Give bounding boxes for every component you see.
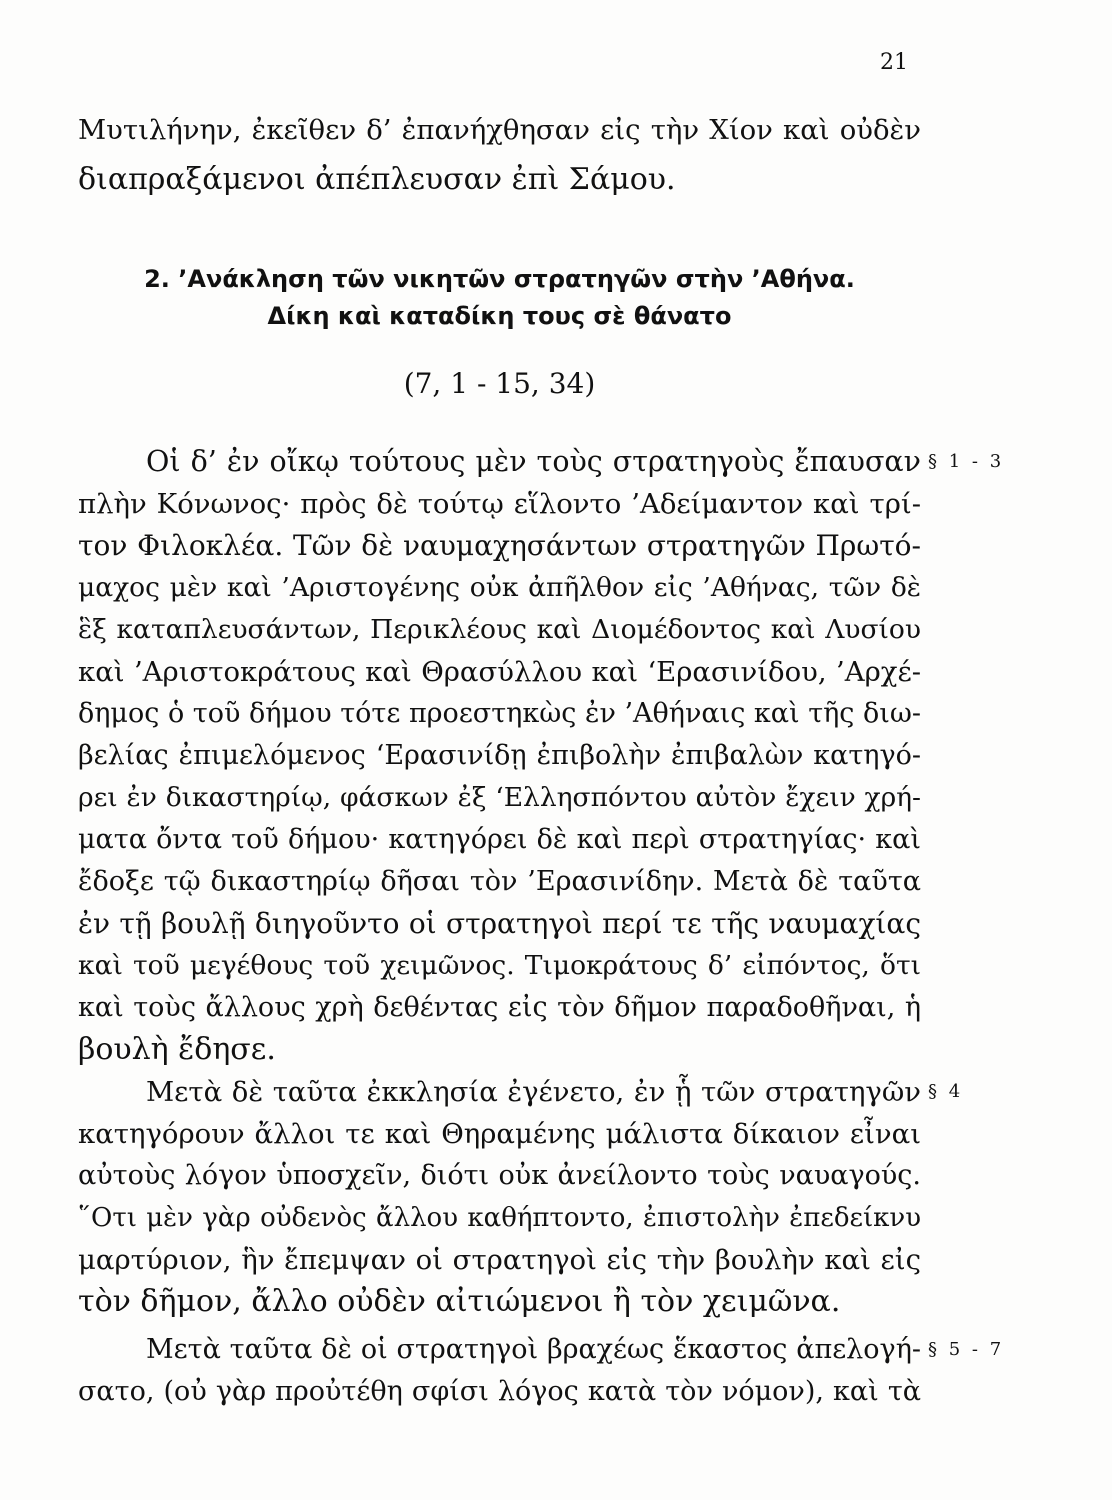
text-line: αὐτοὺς λόγον ὑποσχεῖν, διότι οὐκ ἀνείλοντο τοὺς ναυαγούς. [78, 1160, 921, 1191]
text-line: τὸν δῆμον, ἄλλο οὐδὲν αἰτιώμενοι ἢ τὸν χειμῶνα. [78, 1284, 841, 1319]
text-line: καὶ τοὺς ἄλλους χρὴ δεθέντας εἰς τὸν δῆμον παραδοθῆναι, ἡ [78, 992, 921, 1023]
text-line: διαπραξάμενοι ἀπέπλευσαν ἐπὶ Σάμου. [78, 162, 676, 197]
margin-note: § 5 - 7 [928, 1339, 1005, 1360]
text-line: καὶ τοῦ μεγέθους τοῦ χειμῶνος. Τιμοκράτους δ’ εἰπόντος, ὅτι [78, 950, 921, 981]
text-line: ἐν τῇ βουλῇ διηγοῦντο οἱ στρατηγοὶ περί τε τῆς ναυμαχίας [78, 907, 921, 940]
text-line: πλὴν Κόνωνος· πρὸς δὲ τούτῳ εἵλοντο ’Αδείμαντον καὶ τρί- [78, 488, 921, 520]
text-line: ἓξ καταπλευσάντων, Περικλέους καὶ Διομέδοντος καὶ Λυσίου [78, 614, 921, 645]
section-reference: (7, 1 - 15, 34) [403, 367, 596, 400]
page-number: 21 [880, 50, 908, 75]
margin-note: § 1 - 3 [928, 451, 1005, 472]
text-line: δημος ὁ τοῦ δήμου τότε προεστηκὼς ἐν ’Αθήναις καὶ τῆς διω- [78, 698, 921, 729]
text-line: Οἱ δ’ ἐν οἴκῳ τούτους μὲν τοὺς στρατηγοὺς ἔπαυσαν [146, 445, 921, 478]
text-line: ῞Οτι μὲν γὰρ οὐδενὸς ἄλλου καθήπτοντο, ἐπιστολὴν ἐπεδείκνυ [78, 1203, 921, 1233]
text-line: μαχος μὲν καὶ ’Αριστογένης οὐκ ἀπῆλθον εἰς ’Αθήνας, τῶν δὲ [78, 572, 921, 603]
margin-note: § 4 [928, 1081, 964, 1102]
text-line: μαρτύριον, ἣν ἔπεμψαν οἱ στρατηγοὶ εἰς τὴν βουλὴν καὶ εἰς [78, 1244, 921, 1276]
section-heading: 2. ’Ανάκληση τῶν νικητῶν στρατηγῶν στὴν ’Αθήνα. [144, 265, 855, 293]
text-line: κατηγόρουν ἄλλοι τε καὶ Θηραμένης μάλιστα δίκαιον εἶναι [78, 1118, 921, 1150]
text-line: Μετὰ ταῦτα δὲ οἱ στρατηγοὶ βραχέως ἕκαστος ἀπελογή- [146, 1334, 921, 1365]
text-line: ἔδοξε τῷ δικαστηρίῳ δῆσαι τὸν ’Ερασινίδην. Μετὰ δὲ ταῦτα [78, 866, 921, 897]
text-line: καὶ ’Αριστοκράτους καὶ Θρασύλλου καὶ ‘Ερασινίδου, ’Αρχέ- [78, 656, 921, 688]
text-line: σατο, (οὐ γὰρ προὐτέθη σφίσι λόγος κατὰ τὸν νόμον), καὶ τὰ [78, 1376, 921, 1407]
text-line: βελίας ἐπιμελόμενος ‘Ερασινίδῃ ἐπιβολὴν ἐπιβαλὼν κατηγό- [78, 740, 921, 771]
section-subheading: Δίκη καὶ καταδίκη τους σὲ θάνατο [267, 302, 732, 330]
text-line: ματα ὄντα τοῦ δήμου· κατηγόρει δὲ καὶ περὶ στρατηγίας· καὶ [78, 824, 921, 855]
text-line: Μετὰ δὲ ταῦτα ἐκκλησία ἐγένετο, ἐν ᾗ τῶν στρατηγῶν [146, 1076, 921, 1108]
text-line: τον Φιλοκλέα. Τῶν δὲ ναυμαχησάντων στρατηγῶν Πρωτό- [78, 529, 921, 562]
text-line: βουλὴ ἔδησε. [78, 1032, 276, 1067]
text-line: ρει ἐν δικαστηρίῳ, φάσκων ἐξ ‘Ελλησπόντου αὐτὸν ἔχειν χρή- [78, 782, 921, 813]
text-line: Μυτιλήνην, ἐκεῖθεν δ’ ἐπανήχθησαν εἰς τὴν Χίον καὶ οὐδὲν [78, 114, 921, 146]
